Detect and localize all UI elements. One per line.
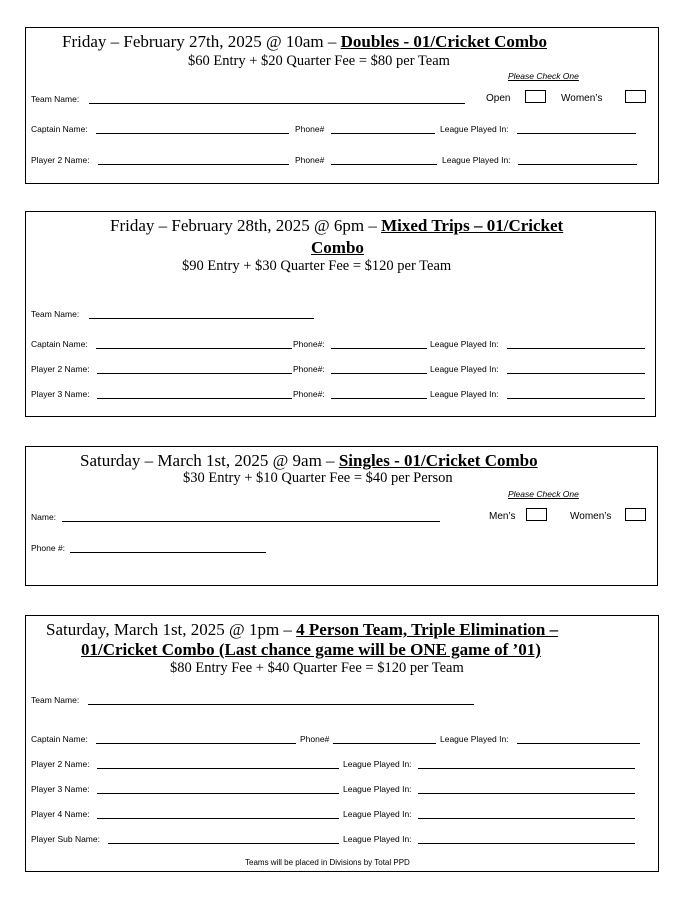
event4-team-name-label: Team Name: xyxy=(31,695,80,705)
event2-phone2-field[interactable] xyxy=(331,373,427,374)
event2-team-name-label: Team Name: xyxy=(31,309,80,319)
event4-phone-label: Phone# xyxy=(300,734,330,744)
event1-open-label: Open xyxy=(486,93,511,104)
event2-player3-field[interactable] xyxy=(97,398,292,399)
event2-phone-field[interactable] xyxy=(331,348,427,349)
event4-league4-field[interactable] xyxy=(418,818,635,819)
event4-division-note: Teams will be placed in Divisions by Total PPD xyxy=(245,858,410,867)
event4-captain-field[interactable] xyxy=(96,743,296,744)
event1-league-field[interactable] xyxy=(517,133,636,134)
event2-league3-label: League Played In: xyxy=(430,389,499,399)
event2-title-line1 xyxy=(110,215,563,236)
event2-title-event: Mixed Trips – 01/Cricket xyxy=(381,216,564,235)
event3-mens-label: Men’s xyxy=(489,511,516,522)
event3-name-field[interactable] xyxy=(62,521,440,522)
event4-player4-label: Player 4 Name: xyxy=(31,809,90,819)
event3-womens-label: Women’s xyxy=(570,511,612,522)
event2-player2-field[interactable] xyxy=(97,373,292,374)
event4-league5-label: League Played In: xyxy=(343,834,412,844)
event4-league-label: League Played In: xyxy=(440,734,509,744)
event2-phone3-field[interactable] xyxy=(331,398,427,399)
event3-name-label: Name: xyxy=(31,512,57,522)
event4-player2-field[interactable] xyxy=(97,768,339,769)
event4-league2-field[interactable] xyxy=(418,768,635,769)
event4-title-date: Saturday, March 1st, 2025 @ 1pm – xyxy=(46,620,297,639)
event2-title-event-cont: Combo xyxy=(311,238,364,257)
event4-player3-label: Player 3 Name: xyxy=(31,784,90,794)
event3-please-check: Please Check One xyxy=(508,489,579,499)
event1-league2-field[interactable] xyxy=(518,164,637,165)
event1-please-check: Please Check One xyxy=(508,71,579,81)
event1-team-name-field[interactable] xyxy=(89,103,465,104)
event4-captain-label: Captain Name: xyxy=(31,734,88,744)
event3-phone-label: Phone #: xyxy=(31,543,66,553)
event1-captain-label: Captain Name: xyxy=(31,124,88,134)
event3-title-event: Singles - 01/Cricket Combo xyxy=(338,451,538,470)
event1-player2-field[interactable] xyxy=(98,164,289,165)
event1-team-name-label: Team Name: xyxy=(31,94,80,104)
event1-open-checkbox[interactable] xyxy=(525,90,546,103)
event4-title-line1 xyxy=(46,619,558,640)
event1-league2-label: League Played In: xyxy=(442,155,511,165)
event1-phone-label: Phone# xyxy=(295,124,325,134)
event2-fee: $90 Entry + $30 Quarter Fee = $120 per Team xyxy=(182,258,452,274)
event2-player3-label: Player 3 Name: xyxy=(31,389,90,399)
event4-league5-field[interactable] xyxy=(418,843,635,844)
event4-title-event-cont: 01/Cricket Combo (Last chance game will be ONE game of ’01) xyxy=(81,640,541,659)
event2-phone3-label: Phone#: xyxy=(293,389,325,399)
event1-league-label: League Played In: xyxy=(440,124,509,134)
event2-league-field[interactable] xyxy=(507,348,645,349)
event4-league3-label: League Played In: xyxy=(343,784,412,794)
event1-phone-field[interactable] xyxy=(331,133,435,134)
event1-title xyxy=(62,31,547,52)
event4-league3-field[interactable] xyxy=(418,793,635,794)
event4-team-name-field[interactable] xyxy=(88,704,474,705)
event1-phone2-label: Phone# xyxy=(295,155,325,165)
event2-league2-label: League Played In: xyxy=(430,364,499,374)
event1-title-event: Doubles - 01/Cricket Combo xyxy=(340,32,548,51)
event4-sub-field[interactable] xyxy=(108,843,339,844)
event4-title-line2 xyxy=(81,639,541,660)
event2-captain-label: Captain Name: xyxy=(31,339,88,349)
event2-title-date: Friday – February 28th, 2025 @ 6pm – xyxy=(110,216,382,235)
event4-player3-field[interactable] xyxy=(97,793,339,794)
event1-womens-label: Women’s xyxy=(561,93,603,104)
event2-player2-label: Player 2 Name: xyxy=(31,364,90,374)
event1-player2-label: Player 2 Name: xyxy=(31,155,90,165)
event4-player4-field[interactable] xyxy=(97,818,339,819)
event3-fee: $30 Entry + $10 Quarter Fee = $40 per Person xyxy=(183,470,453,486)
event2-team-name-field[interactable] xyxy=(89,318,314,319)
event3-phone-field[interactable] xyxy=(70,552,266,553)
event3-title xyxy=(80,450,538,471)
event4-title-event: 4 Person Team, Triple Elimination – xyxy=(296,620,559,639)
event2-league-label: League Played In: xyxy=(430,339,499,349)
event2-phone2-label: Phone#: xyxy=(293,364,325,374)
event4-league2-label: League Played In: xyxy=(343,759,412,769)
event4-sub-label: Player Sub Name: xyxy=(31,834,100,844)
event2-phone-label: Phone#: xyxy=(293,339,325,349)
event1-title-date: Friday – February 27th, 2025 @ 10am – xyxy=(62,32,341,51)
event4-phone-field[interactable] xyxy=(333,743,436,744)
event2-captain-field[interactable] xyxy=(96,348,292,349)
event3-title-date: Saturday – March 1st, 2025 @ 9am – xyxy=(80,451,339,470)
event2-league3-field[interactable] xyxy=(507,398,645,399)
event4-player2-label: Player 2 Name: xyxy=(31,759,90,769)
event4-fee: $80 Entry Fee + $40 Quarter Fee = $120 per Team xyxy=(170,660,464,676)
event2-title-line2 xyxy=(311,237,364,258)
event1-womens-checkbox[interactable] xyxy=(625,90,646,103)
event4-league4-label: League Played In: xyxy=(343,809,412,819)
event3-womens-checkbox[interactable] xyxy=(625,508,646,521)
event2-league2-field[interactable] xyxy=(507,373,645,374)
event4-league-field[interactable] xyxy=(517,743,640,744)
event1-fee: $60 Entry + $20 Quarter Fee = $80 per Team xyxy=(188,53,450,69)
event3-mens-checkbox[interactable] xyxy=(526,508,547,521)
event1-captain-field[interactable] xyxy=(96,133,289,134)
event1-phone2-field[interactable] xyxy=(331,164,437,165)
